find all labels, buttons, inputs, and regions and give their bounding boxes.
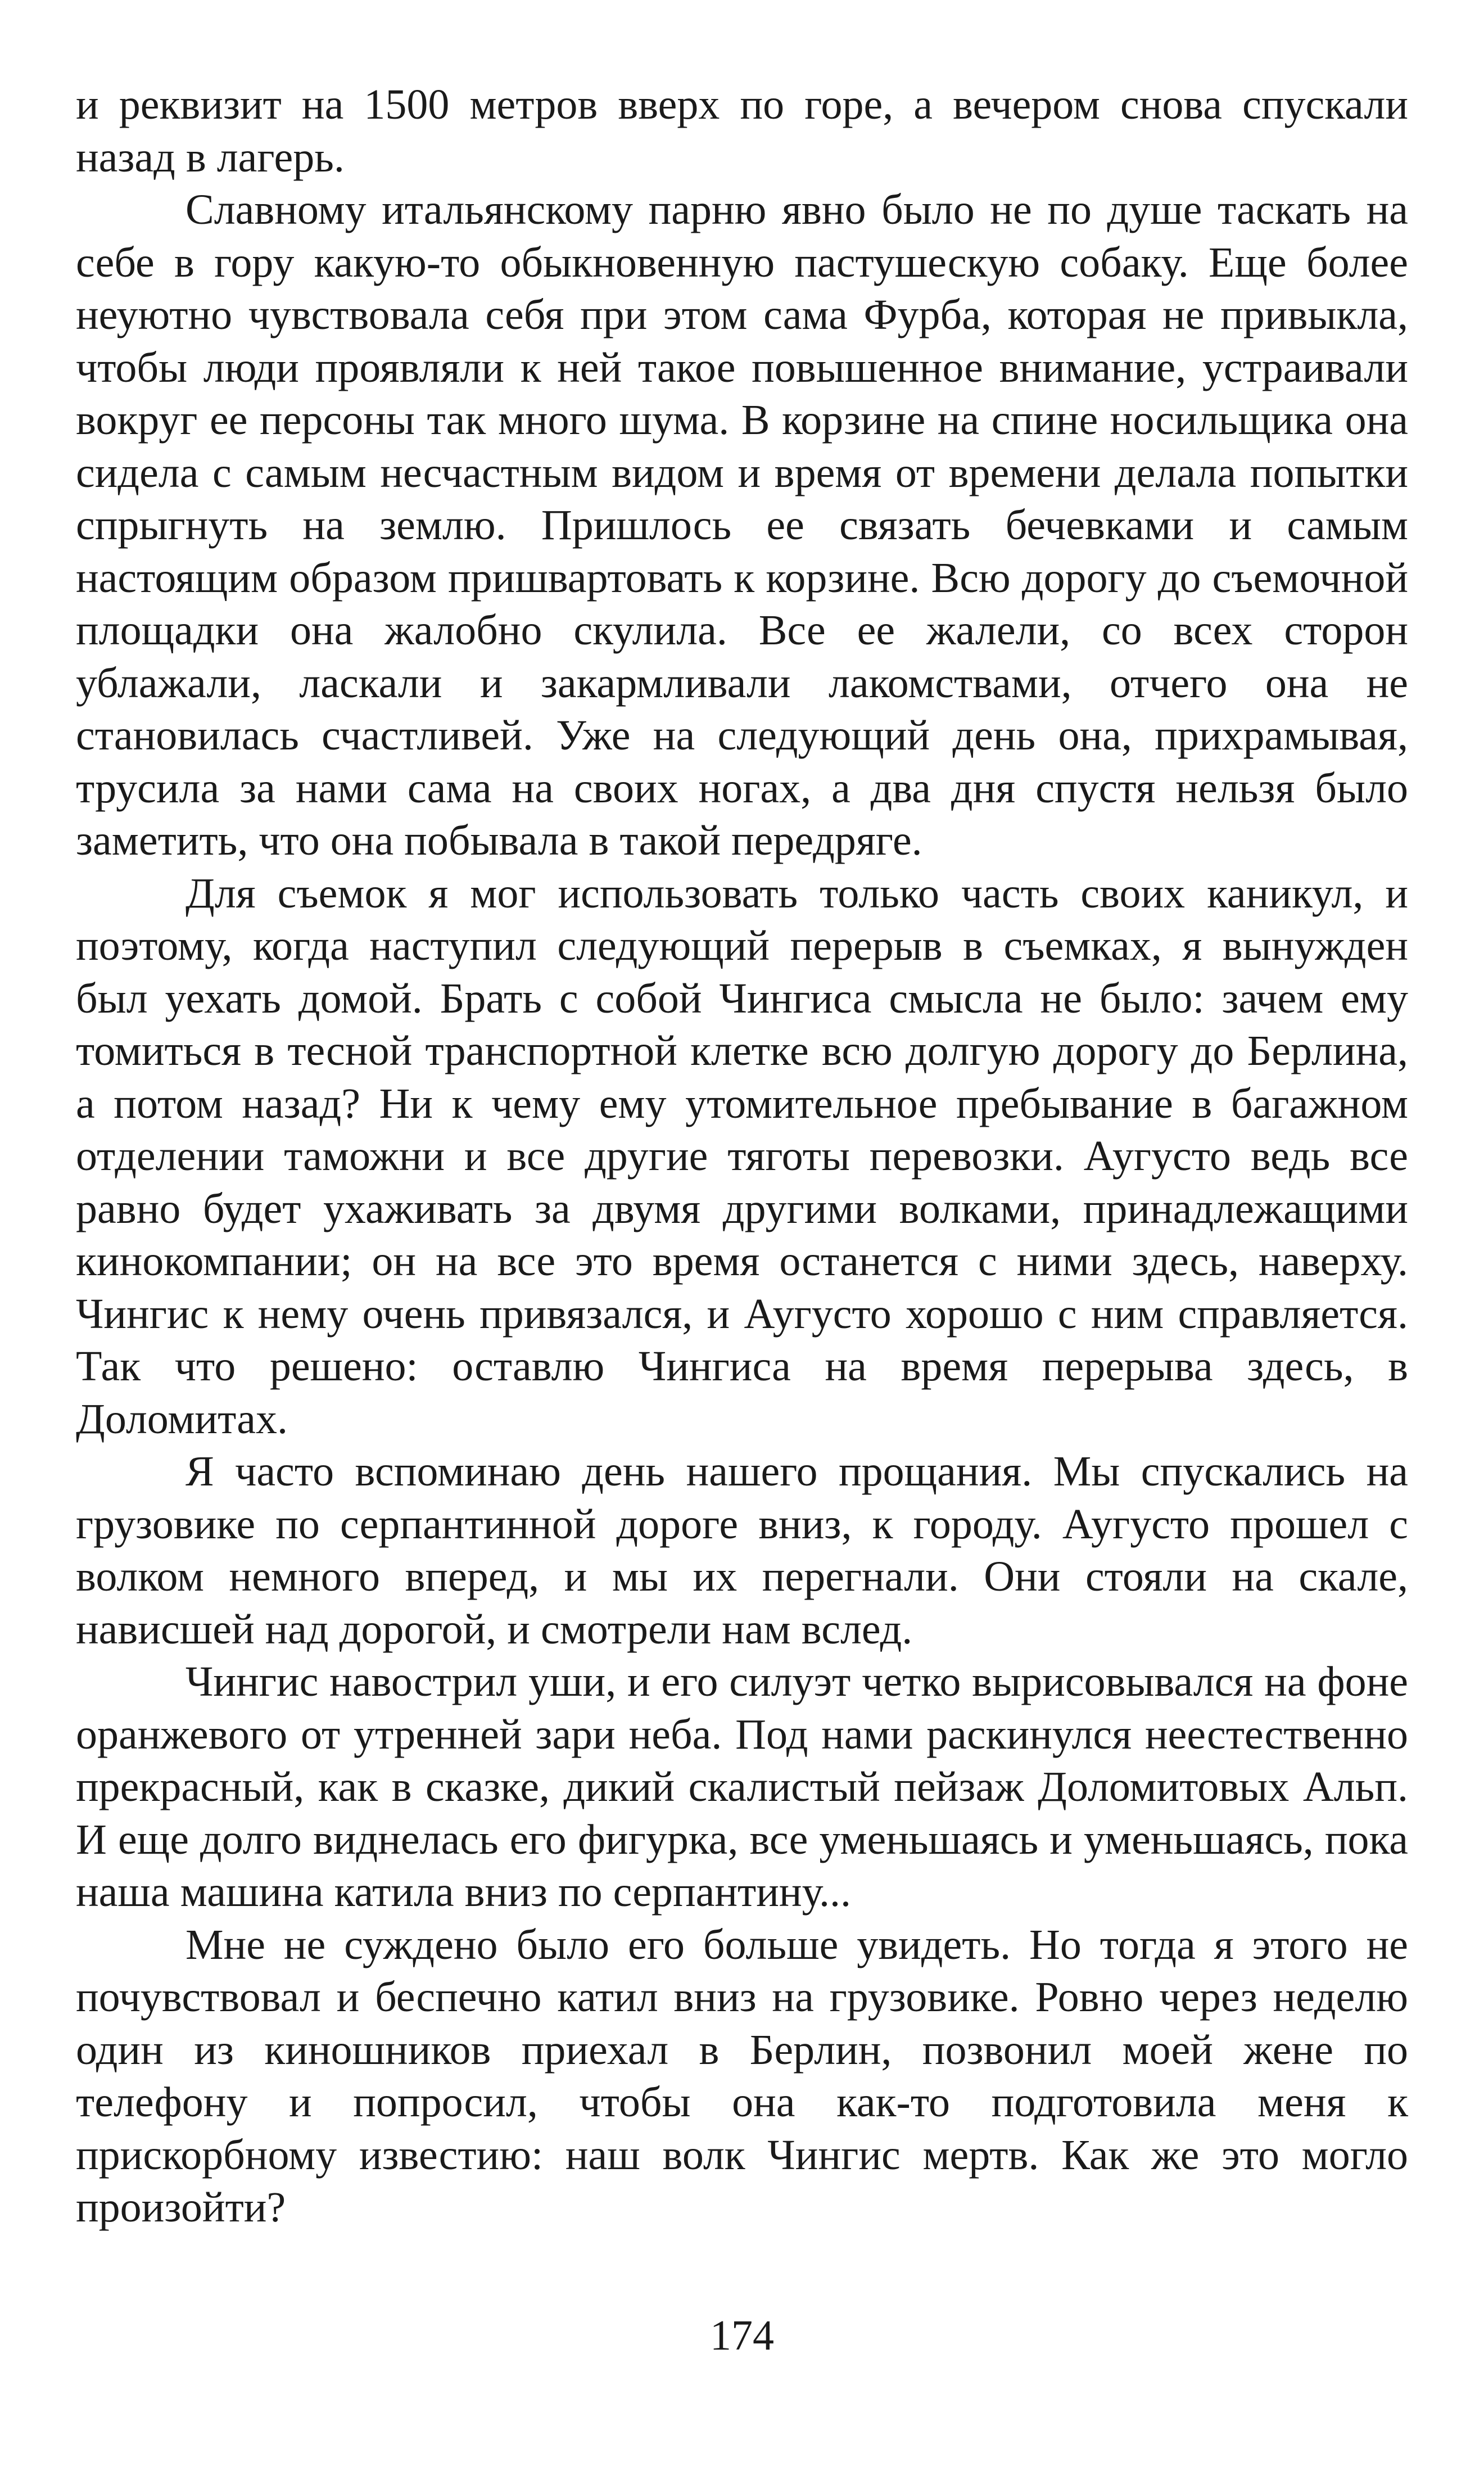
paragraph-1: и реквизит на 1500 метров вверх по горе, а вечером снова спускали назад в лагерь.	[76, 81, 1408, 181]
paragraph-2: Славному итальянскому парню явно было не по душе таскать на себе в гору какую-то обыкновенную пастушескую собаку. Еще более неуютно чувствовала себя при этом сама Фурба, которая не привыкла, чтобы люди проявляли к ней такое повышенное внимание, устраивали вокруг ее персоны так много шума. В корзине на спине носильщика она сидела с самым несчастным видом и время от времени делала попытки спрыгнуть на землю. Пришлось ее связать бечевками и самым настоящим образом пришвартовать к корзине. Всю дорогу до съемочной площадки она жалобно скулила. Все ее жалели, со всех сторон ублажали, ласкали и закармливали лакомствами, отчего она не становилась счастливей. Уже на следующий день она, прихрамывая, трусила за нами сама на своих ногах, а два дня спустя нельзя было заметить, что она побывала в такой передряге.	[76, 186, 1408, 864]
paragraph-5: Чингис навострил уши, и его силуэт четко вырисовывался на фоне оранжевого от утренней зари неба. Под нами раскинулся неестественно прекрасный, как в сказке, дикий скалистый пейзаж Доломитовых Альп. И еще долго виднелась его фигурка, все уменьшаясь и уменьшаясь, пока наша машина катила вниз по серпантину...	[76, 1658, 1408, 1916]
paragraph-3: Для съемок я мог использовать только часть своих каникул, и поэтому, когда наступил следующий перерыв в съемках, я вынужден был уехать домой. Брать с собой Чингиса смысла не было: зачем ему томиться в тесной транспортной клетке всю долгую дорогу до Берлина, а потом назад? Ни к чему ему утомительное пребывание в багажном отделении таможни и все другие тяготы перевозки. Аугусто ведь все равно будет ухаживать за двумя другими волками, принадлежащими кинокомпании; он на все это время останется с ними здесь, наверху. Чингис к нему очень привязался, и Аугусто хорошо с ним справляется. Так что решено: оставлю Чингиса на время перерыва здесь, в Доломитах.	[76, 869, 1408, 1443]
paragraph-4: Я часто вспоминаю день нашего прощания. Мы спускались на грузовике по серпантинной дороге вниз, к городу. Аугусто прошел с волком немного вперед, и мы их перегнали. Они стояли на скале, нависшей над дорогой, и смотрели нам вслед.	[76, 1448, 1408, 1653]
page-number: 174	[710, 2312, 774, 2359]
paragraph-6: Мне не суждено было его больше увидеть. Но тогда я этого не почувствовал и беспечно катил вниз на грузовике. Ровно через неделю один из киношников приехал в Берлин, позвонил моей жене по телефону и попросил, чтобы она как-то подготовила меня к прискорбному известию: наш волк Чингис мертв. Как же это могло произойти?	[76, 1921, 1408, 2231]
page-text-body	[76, 79, 1408, 2234]
